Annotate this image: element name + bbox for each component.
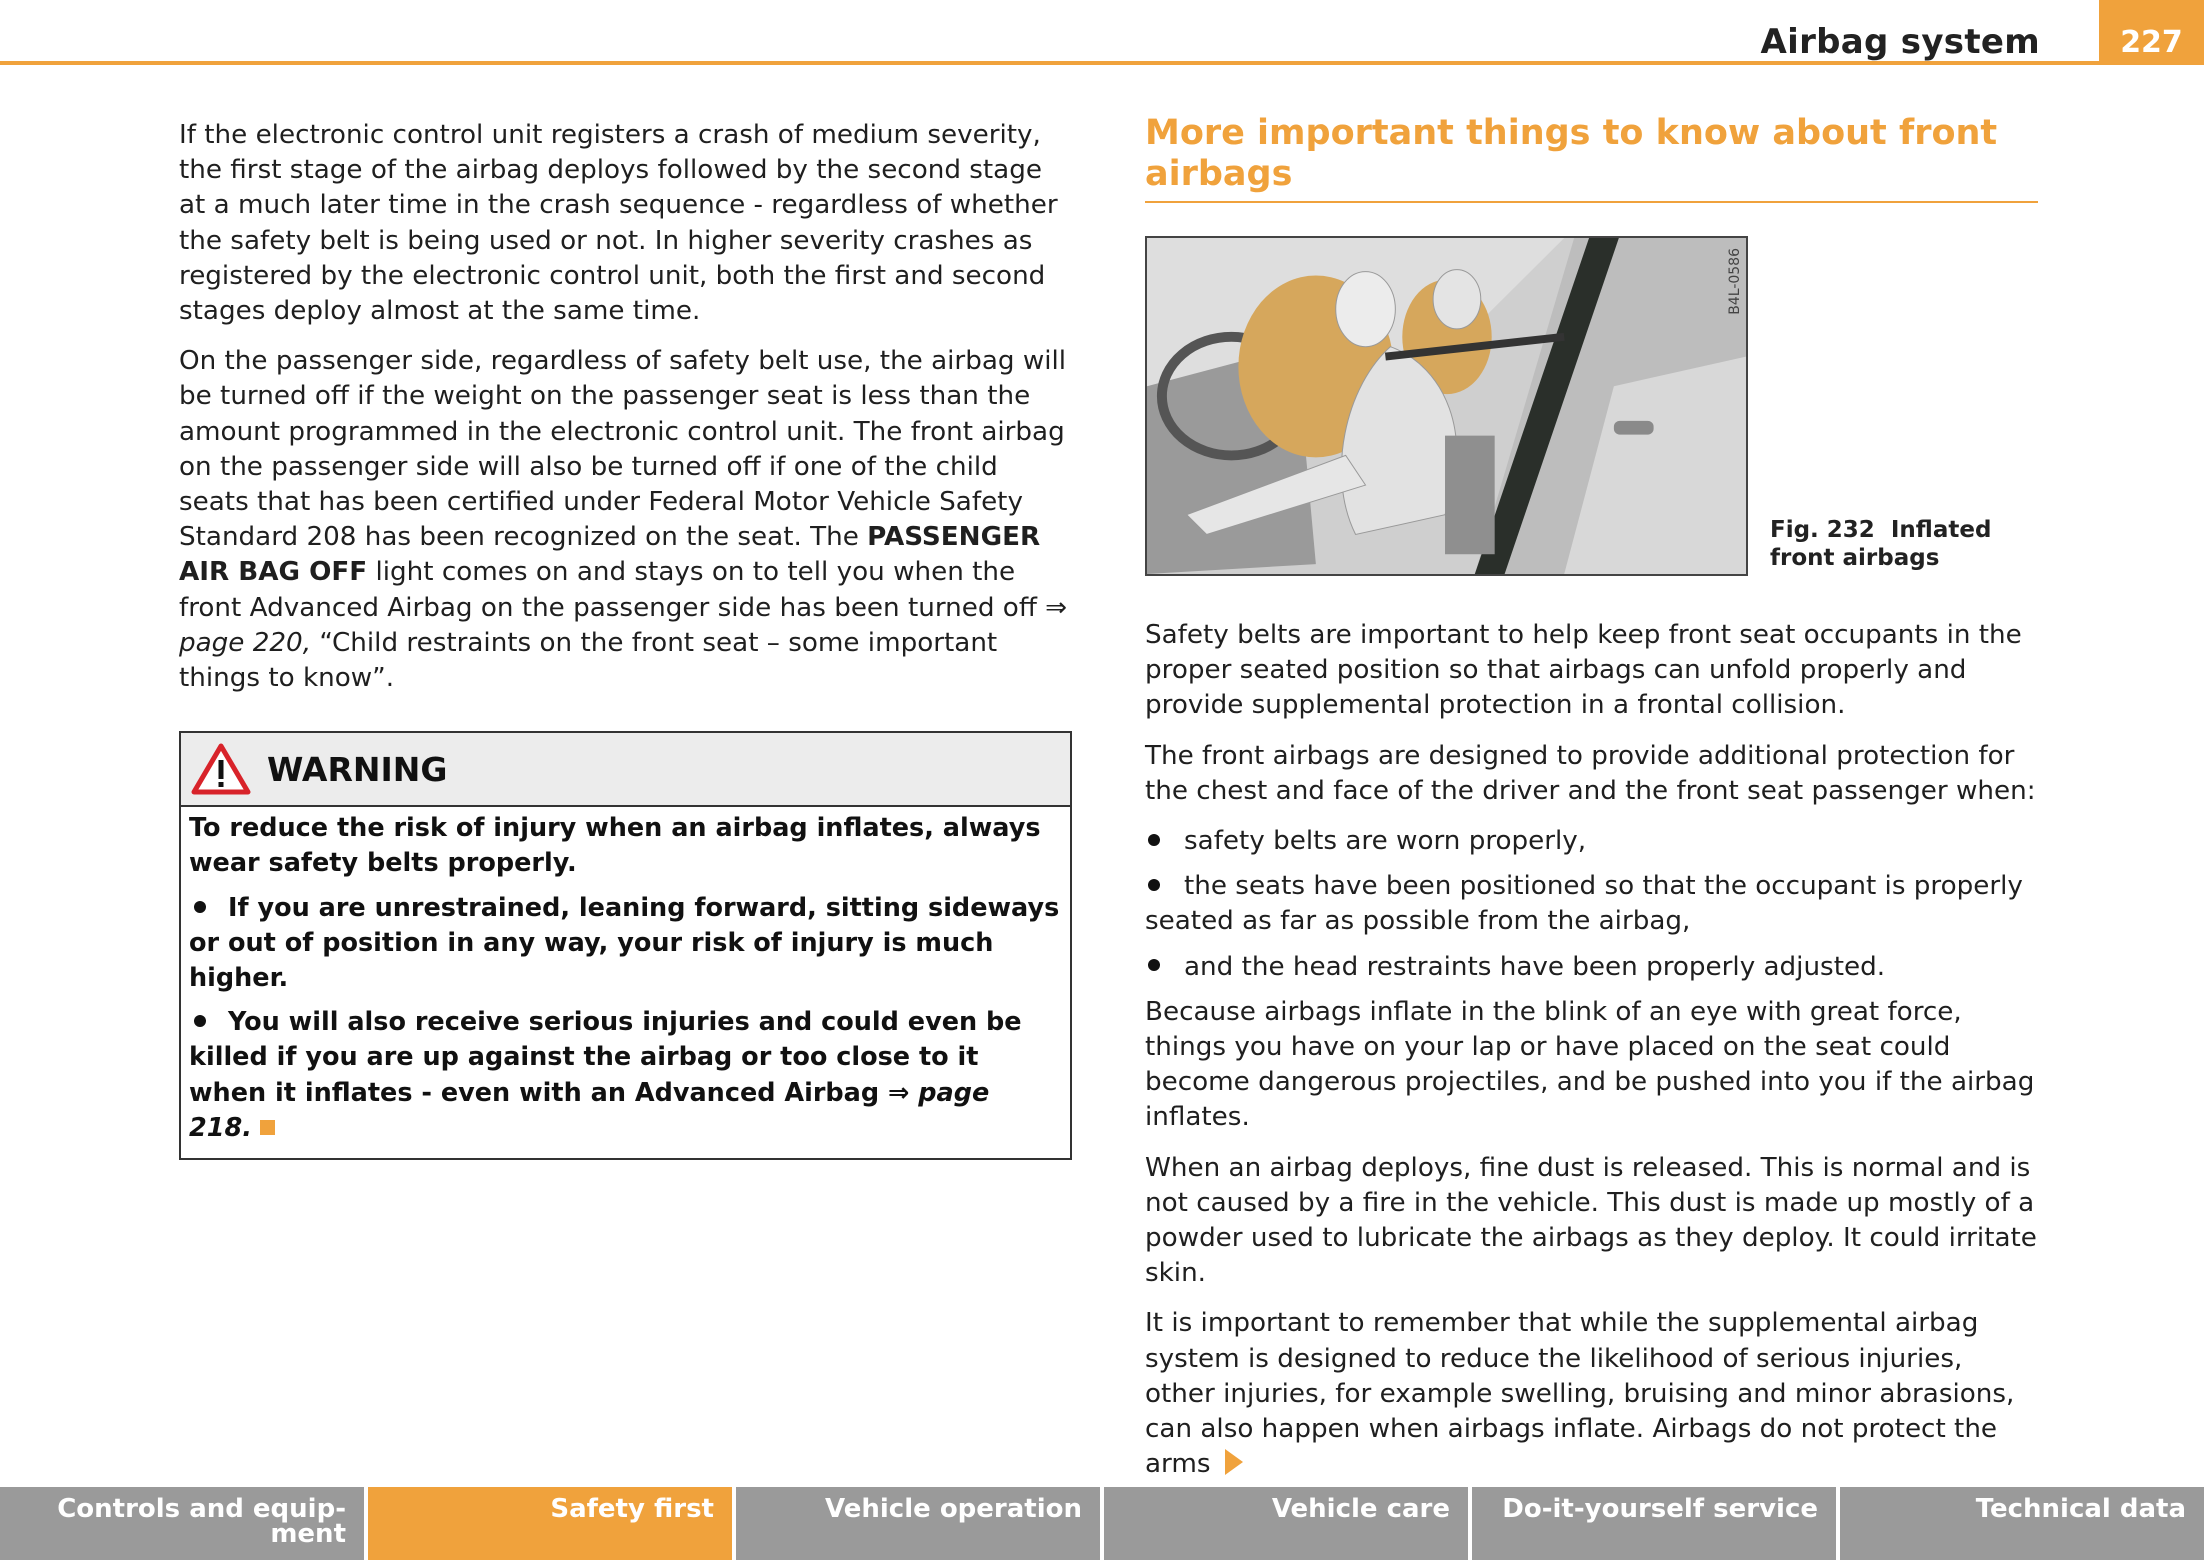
indicator-light-name: PASSENGER AIR BAG OFF [179,522,1041,588]
figure-id: B4L-0586 [1727,248,1743,315]
right-column [1145,113,2038,1497]
chapter-nav [0,1487,2204,1560]
warning-title: WARNING [267,749,448,789]
warning-triangle-icon [191,742,251,796]
figure-row [1145,236,2038,576]
nav-do-it-yourself-service[interactable]: Do-it-yourself service [1472,1487,1836,1560]
nav-vehicle-care[interactable]: Vehicle care [1104,1487,1468,1560]
nav-label: ment [270,1519,346,1549]
warning-box [179,731,1072,1160]
section-title: More important things to know about front airbags [1145,113,2038,203]
bullet-icon [1148,959,1160,971]
paragraph: Safety belts are important to help keep front seat occupants in the proper seated position so that airbags can unfold properly and provide supplemental protection in a frontal collision. [1145,620,2022,721]
paragraph: If the electronic control unit registers a crash of medium severity, the first stage of the airbag deploys followed by the second stage at a much later time in the crash sequence - regardless of whether the safety belt is being used or not. In higher severity crashes as registered by the electronic control unit, both the first and second stages deploy almost at the same time. [179,120,1058,327]
paragraph: When an airbag deploys, fine dust is released. This is normal and is not caused by a fire in the vehicle. This dust is made up mostly of a powder used to lubricate the airbags as they deploy. It could irritate skin. [1145,1152,2037,1289]
page-reference-link[interactable]: page 220, [179,627,312,658]
paragraph: The front airbags are designed to provide additional protection for the chest and face of the driver and the front seat passenger when: [1145,740,2036,806]
warning-bullet [189,1005,1060,1146]
text-run: On the passenger side, regardless of safety belt use, the airbag will be turned off if the weight on the passenger seat is less than the amount programmed in the electronic control unit. The front airbag on the passenger side will also be turned off if one of the child seats that has been certified under Federal Motor Vehicle Safety Standard 208 has been recognized on the seat. The [179,346,1067,553]
paragraph [1145,1306,2038,1482]
nav-vehicle-operation[interactable]: Vehicle operation [736,1487,1100,1560]
list-item [1145,869,2038,939]
list-item [1145,950,2038,985]
figure-caption [1770,516,2038,572]
right-text [1145,618,2038,1482]
bullet-icon [1148,879,1160,891]
warning-bullet [189,891,1060,997]
warning-lead: To reduce the risk of injury when an airbag inflates, always wear safety belts properly. [189,813,1041,879]
text-run: and the head restraints have been properly adjusted. [1184,951,1886,982]
page-number: 227 [2099,0,2204,64]
list-item [1145,824,2038,859]
figure-caption-text: Inflated front airbags [1770,517,1992,571]
page-title: Airbag system [1760,22,2040,62]
end-of-section-icon [260,1120,275,1135]
nav-technical-data[interactable]: Technical data [1840,1487,2204,1560]
nav-safety-first[interactable]: Safety first [368,1487,732,1560]
text-run: the seats have been positioned so that the occupant is properly seated as far as possible from the airbag, [1145,871,2023,937]
bullet-icon [1148,834,1160,846]
crash-dummy-airbag-image [1147,238,1746,574]
bullet-icon [194,1015,206,1027]
text-run: You will also receive serious injuries and could even be killed if you are up against the airbag or too close to it when it inflates - even with an Advanced Airbag ⇒ [189,1007,1022,1108]
airbag-illustration [1145,236,1748,576]
text-run: “Child restraints on the front seat – some important things to know”. [179,627,998,694]
warning-body [181,807,1070,1158]
paragraph: Because airbags inflate in the blink of an eye with great force, things you have on your lap or have placed on the seat could become dangerous projectiles, and be pushed into you if the airbag inflates. [1145,996,2035,1133]
left-column [179,118,1069,1160]
bullet-icon [194,901,206,913]
text-run: light comes on and stays on to tell you when the front Advanced Airbag on the passenger side has been turned off ⇒ [179,557,1068,623]
text-run: If you are unrestrained, leaning forward, sitting sideways or out of position in any way, your risk of injury is much higher. [189,892,1060,994]
warning-header [181,733,1070,807]
text-run: safety belts are worn properly, [1184,826,1587,857]
nav-controls-and-equipment[interactable] [0,1487,364,1560]
text-run: It is important to remember that while the supplemental airbag system is designed to reduce the likelihood of serious injuries, other injuries, for example swelling, bruising and minor abrasions, can also happen when airbags inflate. Airbags do not protect the arms [1145,1308,2015,1480]
page-reference-link[interactable]: page 218. [189,1077,990,1143]
figure-number: Fig. 232 [1770,517,1875,543]
continue-arrow-icon [1225,1449,1243,1475]
paragraph [179,344,1069,696]
nav-label: Controls and equip- [57,1494,346,1524]
